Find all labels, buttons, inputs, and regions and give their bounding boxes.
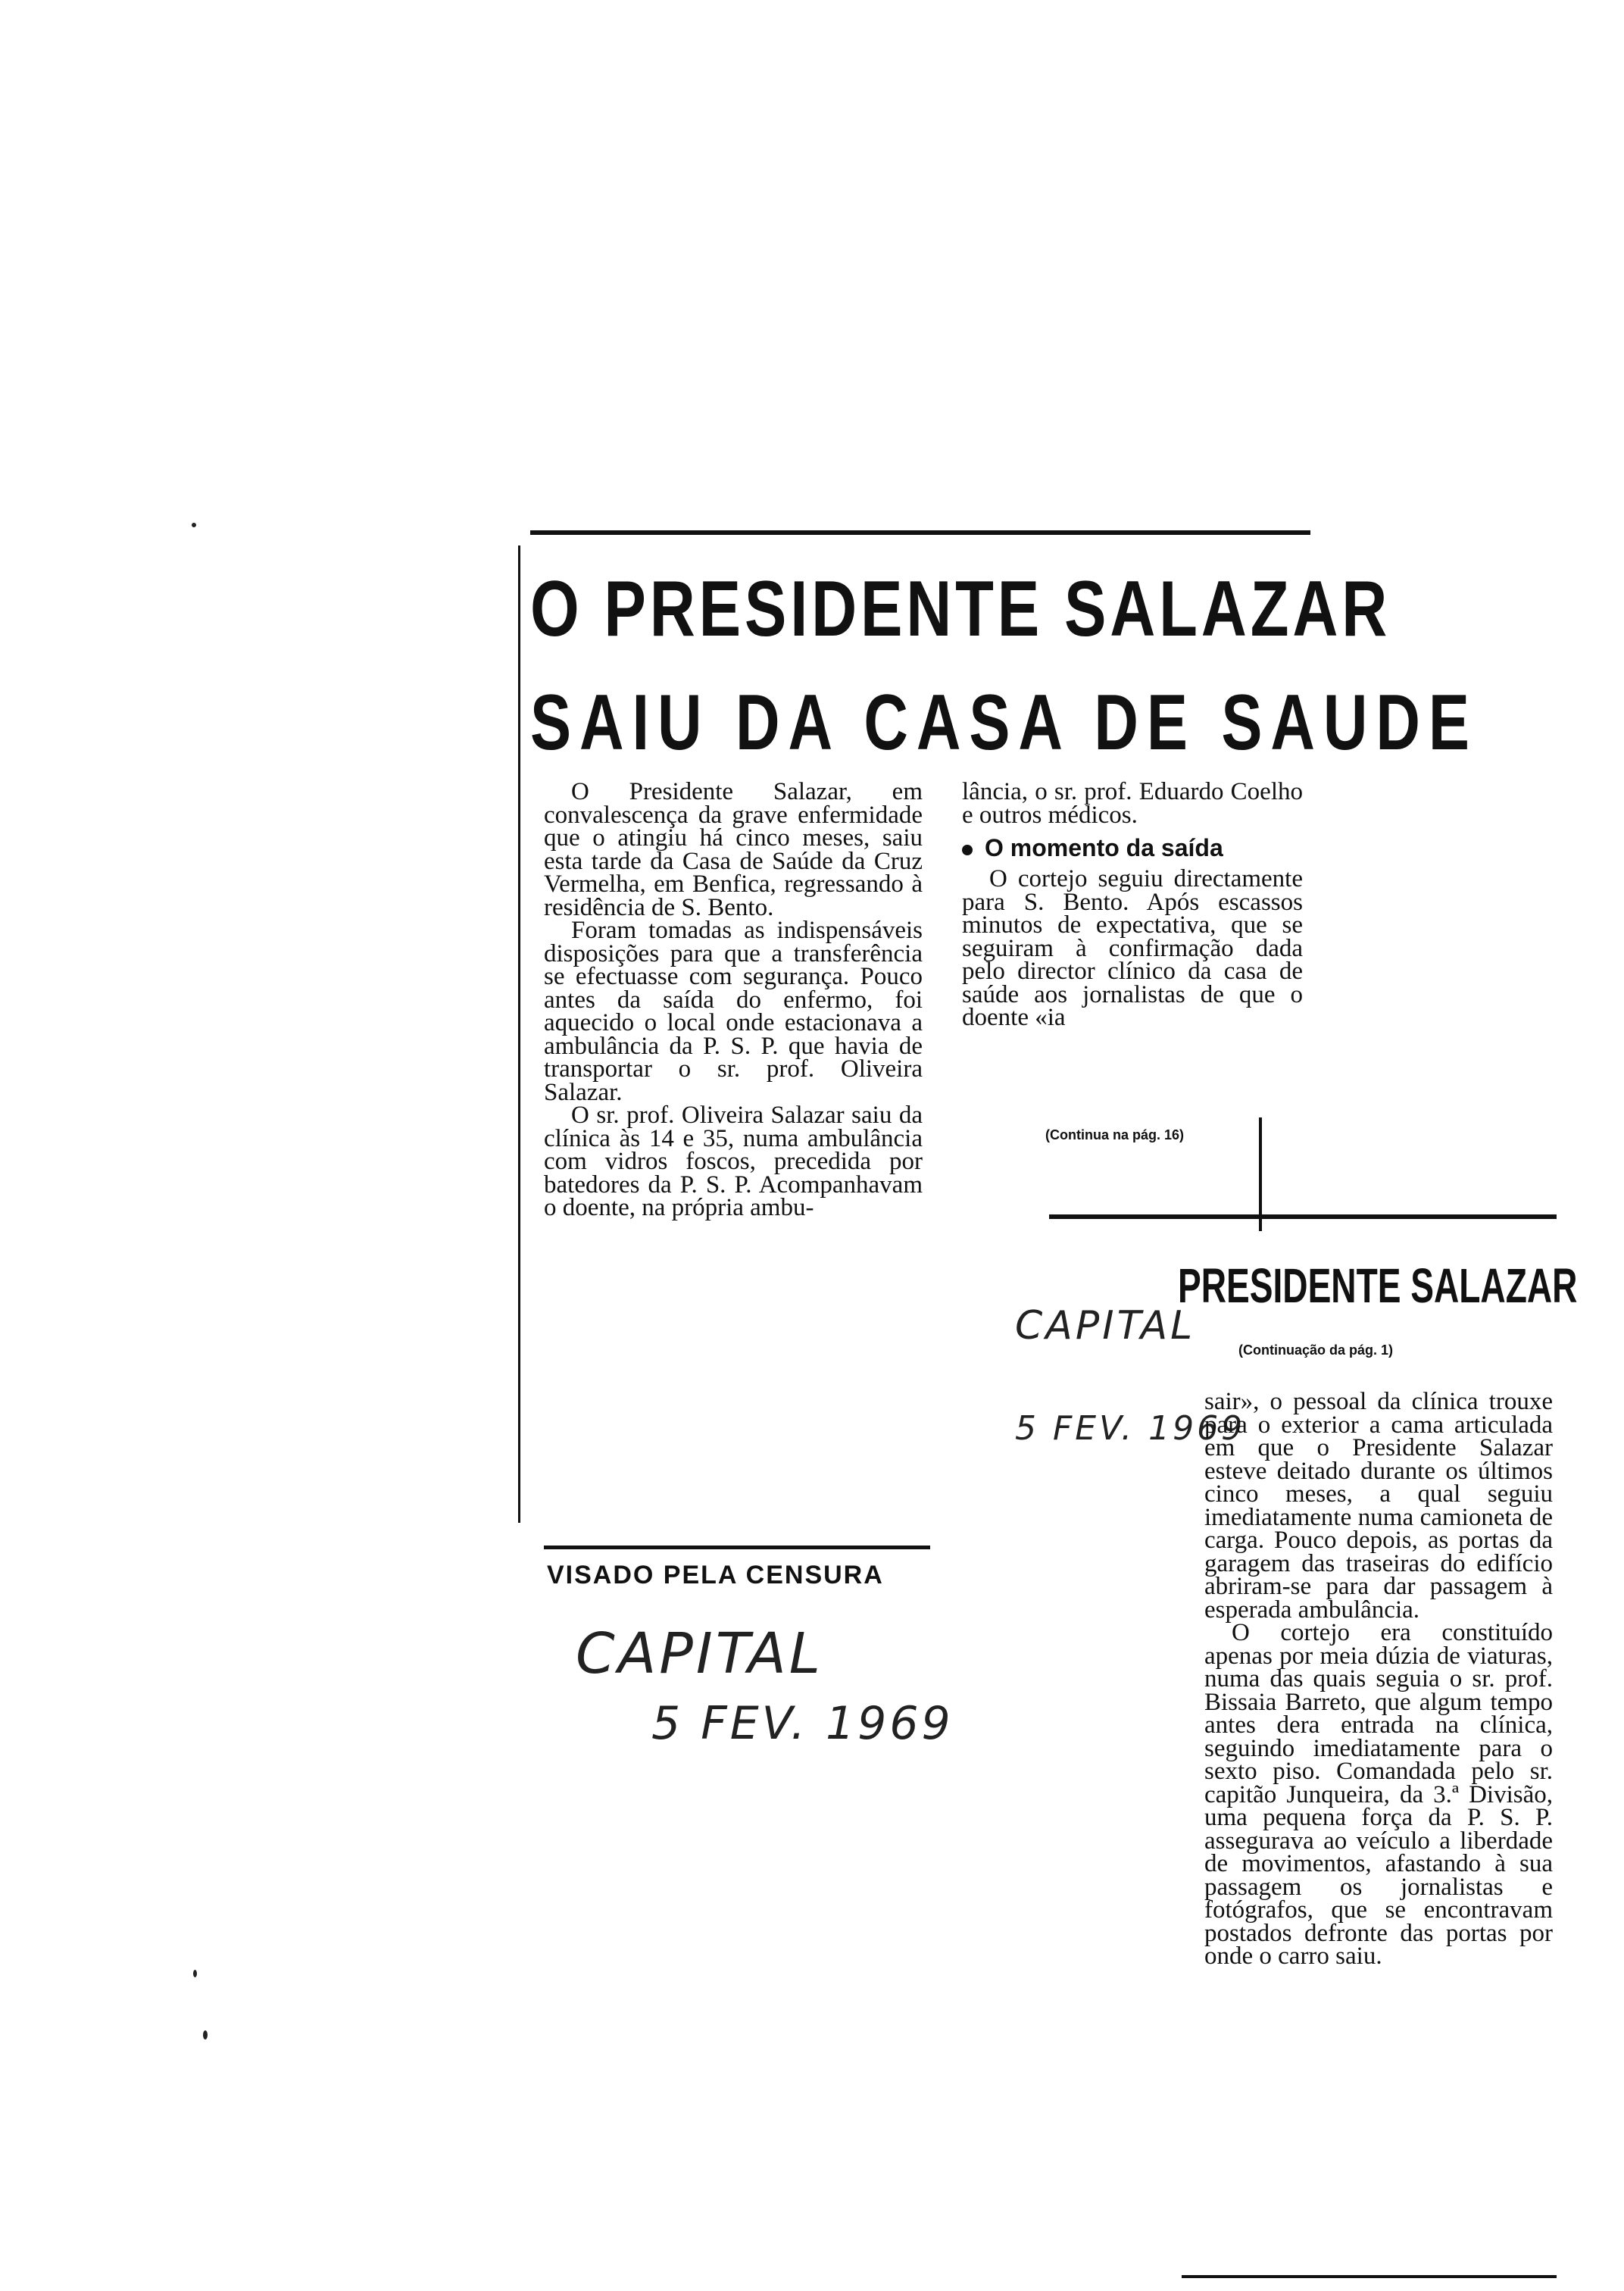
censor-rule xyxy=(544,1546,930,1549)
paragraph: Foram tomadas as indispensáveis disposições para que a transferência se efectuasse com segurança. Pouco antes da saída do enfermo, foi aquecido o local onde estacionava a ambulância da P. S. P. que havia de transportar o sr. prof. Oliveira Salazar. xyxy=(544,917,923,1106)
paragraph: O cortejo era constituído apenas por meia dúzia de viaturas, numa das quais seguia o sr. prof. Bissaia Barreto, que algum tempo antes dera entrada na clínica, seguindo imediatamente para o sexto piso. Comandada pelo sr. capitão Junqueira, da 3.ª Divisão, uma pequena força da P. S. P. assegurava ao veículo a liberdade de movimentos, afastando à sua passagem os jornalistas e fotógrafos, que se encontravam postados defronte das portas por onde o carro saiu. xyxy=(1204,1619,1553,1970)
censorship-stamp: VISADO PELA CENSURA xyxy=(547,1561,884,1589)
scan-speck xyxy=(203,2030,208,2039)
handwritten-date: 5 FEV. 1969 xyxy=(651,1697,954,1750)
continued-note: (Continua na pág. 16) xyxy=(1045,1127,1185,1142)
headline-line2: SAIU DA CASA DE SAUDE xyxy=(530,679,1478,767)
article-column xyxy=(1204,1390,1553,1968)
bottom-rule xyxy=(1182,2275,1557,2278)
top-rule xyxy=(530,530,1310,535)
left-border xyxy=(518,545,520,1523)
paragraph: O cortejo seguiu directamente para S. Bento. Após escassos minutos de expectativa, que se seguiram à confirmação dada pelo director clínico da casa de saúde aos jornalistas de que o doente «ia xyxy=(962,865,1303,1031)
separator-rule xyxy=(1049,1214,1557,1219)
handwritten-date: 5 FEV. 1969 xyxy=(1015,1409,1246,1448)
bullet-icon xyxy=(962,845,973,855)
headline: PRESIDENTE SALAZAR xyxy=(1178,1258,1578,1313)
paragraph: sair», o pessoal da clínica trouxe para o exterior a cama articulada em que o Presidente Salazar esteve deitado durante os últimos cinco meses, a qual seguiu imediatamente numa camioneta de carga. Pouco depois, as portas da garagem das traseiras do edifício abriram-se para dar passagem à esperada ambulância. xyxy=(1204,1388,1553,1624)
paragraph: O Presidente Salazar, em convalescença da grave enfermidade que o atingiu há cinco meses, saiu esta tarde da Casa de Saúde da Cruz Vermelha, em Benfica, regressando à residência de S. Bento. xyxy=(544,778,923,921)
subheading: O momento da saída xyxy=(962,831,1303,864)
scan-speck xyxy=(192,523,196,527)
handwritten-source: CAPITAL xyxy=(576,1621,823,1686)
headline-line1: O PRESIDENTE SALAZAR xyxy=(530,565,1391,653)
scan-speck xyxy=(193,1970,197,1977)
article-column-2 xyxy=(962,780,1303,1030)
paragraph: lância, o sr. prof. Eduardo Coelho e outros médicos. xyxy=(962,778,1303,829)
paragraph: O sr. prof. Oliveira Salazar saiu da clínica às 14 e 35, numa ambulância com vidros foscos, precedida por batedores da P. S. P. Acompanhavam o doente, na própria ambu- xyxy=(544,1102,923,1221)
continued-from-note: (Continuação da pág. 1) xyxy=(1238,1342,1394,1358)
article-column-1 xyxy=(544,780,923,1220)
handwritten-source: CAPITAL xyxy=(1015,1303,1196,1349)
